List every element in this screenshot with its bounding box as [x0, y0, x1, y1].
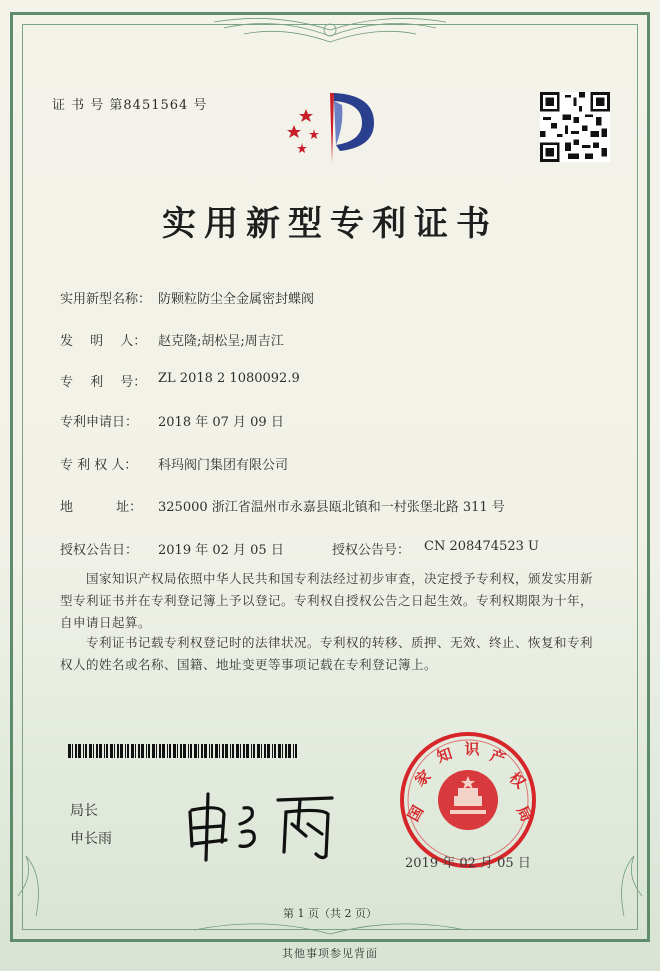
svg-text:局: 局 — [512, 802, 536, 825]
inventor-value: 赵克隆;胡松呈;周吉江 — [158, 334, 284, 349]
cnipa-logo-icon — [284, 85, 384, 170]
handwritten-signature — [182, 788, 342, 863]
patentee-label: 专 利 权 人： — [60, 458, 138, 473]
statement-paragraph-1: 国家知识产权局依照中华人民共和国专利法经过初步审查，决定授予专利权，颁发实用新型专利证书并在专利登记簿上予以登记。专利权自授权公告之日起生效。专利权期限为十年，自申请日起算。 — [60, 571, 594, 630]
grant-date-label: 授权公告日： — [60, 543, 139, 558]
official-seal — [398, 730, 538, 870]
utility-model-name-value: 防颗粒防尘全金属密封蝶阀 — [158, 292, 315, 307]
certificate-title: 实用新型专利证书 — [162, 204, 498, 244]
statement-paragraph-2: 专利证书记载专利权登记时的法律状况。专利权的转移、质押、无效、终止、恢复和专利权人的姓名或名称、国籍、地址变更等事项记载在专利登记簿上。 — [60, 635, 594, 672]
grant-number-value: CN 208474523 U — [424, 539, 539, 554]
utility-model-name-label: 实用新型名称： — [60, 292, 152, 307]
filing-date-label: 专利申请日： — [60, 415, 139, 430]
svg-text:权: 权 — [505, 768, 529, 792]
filing-date-value: 2018 年 07 月 09 日 — [158, 415, 284, 430]
footer-note: 其他事项参见背面 — [282, 947, 378, 960]
patent-number-label: 专 利 号： — [60, 375, 147, 390]
director-title: 局长 — [70, 803, 98, 819]
inventor-label: 发 明 人： — [60, 334, 147, 349]
patent-number-value: ZL 2018 2 1080092.9 — [158, 371, 300, 386]
svg-text:国: 国 — [404, 802, 428, 825]
qr-code — [540, 92, 610, 162]
page-number: 第 1 页（共 2 页） — [283, 907, 377, 920]
svg-text:家: 家 — [411, 766, 435, 790]
certificate-number: 证 书 号 第8451564 号 — [52, 98, 208, 113]
svg-text:知: 知 — [434, 744, 455, 767]
address-value: 325000 浙江省温州市永嘉县瓯北镇和一村张堡北路 311 号 — [158, 500, 505, 515]
grant-number-label: 授权公告号： — [332, 543, 411, 558]
barcode — [68, 744, 298, 758]
svg-text:产: 产 — [487, 746, 508, 769]
svg-text:识: 识 — [464, 740, 480, 758]
address-label: 地 址： — [60, 500, 143, 515]
seal-date: 2019 年 02 月 05 日 — [405, 856, 531, 871]
patentee-value: 科玛阀门集团有限公司 — [158, 458, 289, 473]
director-name: 申长雨 — [70, 831, 112, 847]
grant-date-value: 2019 年 02 月 05 日 — [158, 543, 284, 558]
